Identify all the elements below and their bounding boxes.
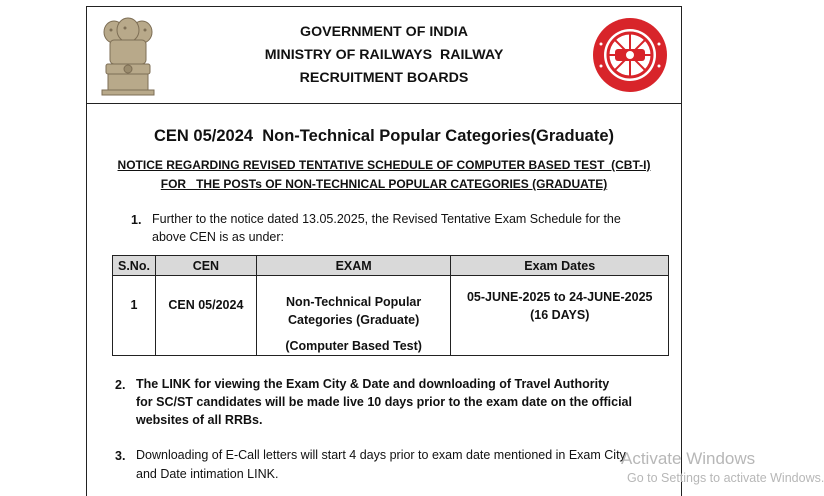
- point-1-line-2: above CEN is as under:: [152, 230, 285, 244]
- table-header-row: [113, 256, 669, 276]
- cell-exam: [256, 276, 451, 356]
- cell-cen: CEN 05/2024: [155, 276, 256, 356]
- point-2-line-3: websites of all RRBs.: [136, 413, 263, 427]
- ashoka-emblem-icon: [96, 16, 160, 96]
- header-ministry-of-railways: MINISTRY OF RAILWAYS RAILWAY: [264, 47, 504, 63]
- cell-sno: 1: [113, 276, 156, 356]
- column-header-exam: EXAM: [256, 256, 451, 276]
- column-header-exam-dates: Exam Dates: [451, 256, 669, 276]
- point-3-number: 3.: [115, 449, 126, 463]
- exam-schedule-table: [112, 255, 669, 356]
- header-divider: [86, 103, 682, 104]
- exam-dates-duration: (16 DAYS): [530, 308, 590, 322]
- column-header-sno: S.No.: [113, 256, 156, 276]
- indian-railways-logo: [591, 16, 669, 94]
- point-1-line-1: Further to the notice dated 13.05.2025, the Revised Tentative Exam Schedule for the: [152, 212, 621, 226]
- point-3-line-1: Downloading of E-Call letters will start 4 days prior to exam date mentioned in Exam City: [136, 448, 626, 462]
- column-header-cen: CEN: [155, 256, 256, 276]
- notice-heading-line-1: NOTICE REGARDING REVISED TENTATIVE SCHEDULE OF COMPUTER BASED TEST (CBT-I): [117, 158, 651, 172]
- cen-title: CEN 05/2024 Non-Technical Popular Categories(Graduate): [154, 127, 614, 145]
- exam-name-line-1: Non-Technical Popular: [286, 295, 422, 309]
- table-row: [113, 276, 669, 356]
- point-2-line-1: The LINK for viewing the Exam City & Date and downloading of Travel Authority: [136, 377, 610, 391]
- exam-name-line-2: Categories (Graduate): [287, 313, 420, 327]
- cell-exam-dates: [451, 276, 669, 356]
- activate-windows-watermark: Activate Windows: [621, 449, 756, 468]
- point-2-line-2: for SC/ST candidates will be made live 10 days prior to the exam date on the official: [136, 395, 632, 409]
- point-2-number: 2.: [115, 378, 126, 392]
- exam-mode: (Computer Based Test): [285, 339, 422, 353]
- header-government-of-india: GOVERNMENT OF INDIA: [300, 24, 468, 40]
- notice-heading-line-2: FOR THE POSTs OF NON-TECHNICAL POPULAR CATEGORIES (GRADUATE): [160, 177, 608, 191]
- point-3-line-2: and Date intimation LINK.: [136, 467, 279, 481]
- header-recruitment-boards: RECRUITMENT BOARDS: [299, 70, 469, 86]
- exam-dates-range: 05-JUNE-2025 to 24-JUNE-2025: [466, 290, 653, 304]
- point-1-number: 1.: [131, 213, 142, 227]
- activate-windows-subtitle: Go to Settings to activate Windows.: [627, 471, 824, 485]
